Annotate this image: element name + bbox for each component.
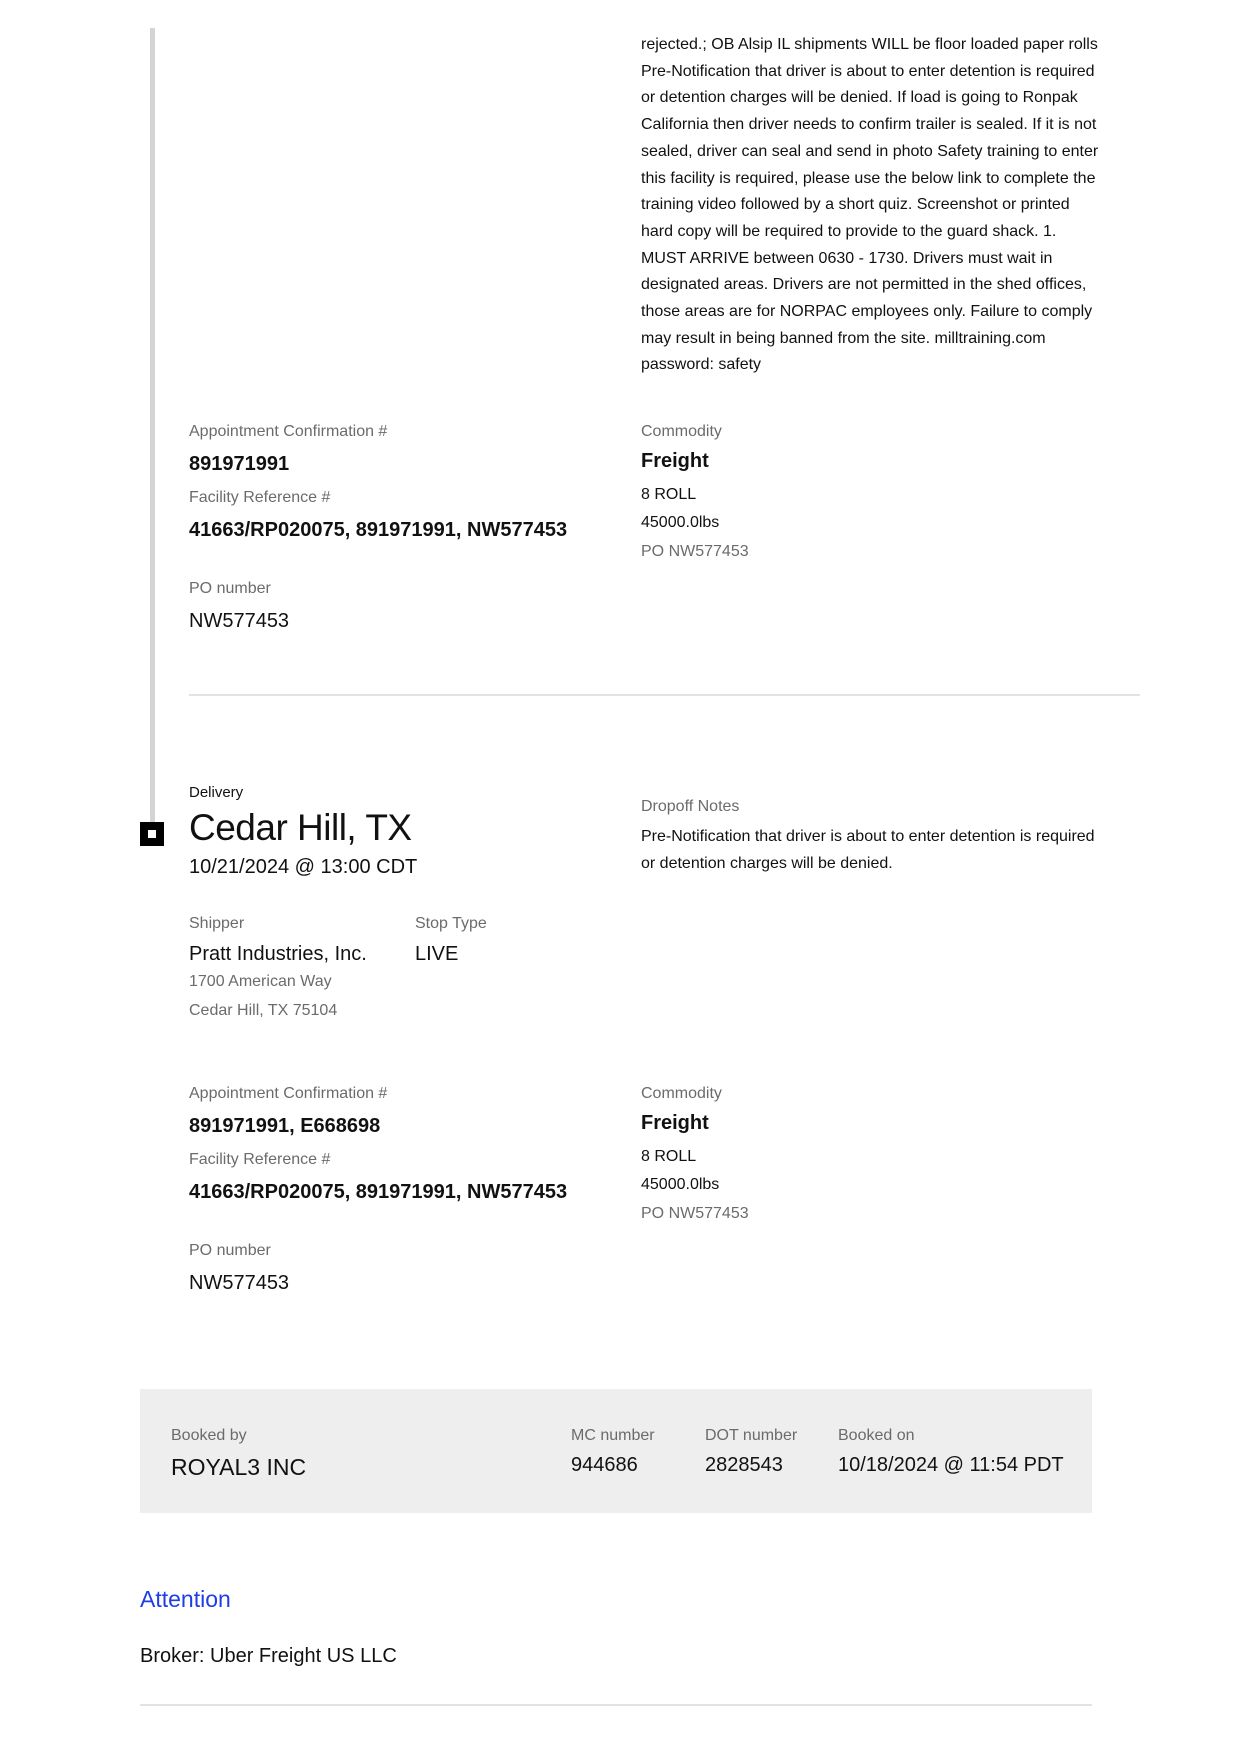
mc-number-label: MC number: [571, 1427, 655, 1444]
pickup-commodity-name: Freight: [641, 450, 709, 472]
booking-summary-panel: [140, 1389, 1092, 1513]
shipper-address-line2: Cedar Hill, TX 75104: [189, 1002, 338, 1019]
pickup-commodity-qty: 8 ROLL: [641, 486, 697, 503]
dropoff-notes-label: Dropoff Notes: [641, 798, 740, 815]
delivery-appt-label: Appointment Confirmation #: [189, 1085, 388, 1102]
pickup-commodity-weight: 45000.0lbs: [641, 514, 720, 531]
delivery-commodity-name: Freight: [641, 1112, 709, 1134]
attention-heading: Attention: [140, 1586, 231, 1612]
pickup-facility-value: 41663/RP020075, 891971991, NW577453: [189, 519, 568, 541]
stop-type-heading: Delivery: [189, 784, 244, 801]
mc-number-value: 944686: [571, 1454, 638, 1476]
delivery-commodity-label: Commodity: [641, 1085, 722, 1102]
booked-by-label: Booked by: [171, 1427, 247, 1444]
delivery-commodity-qty: 8 ROLL: [641, 1148, 697, 1165]
shipper-label: Shipper: [189, 915, 245, 932]
pickup-commodity-label: Commodity: [641, 423, 722, 440]
dropoff-notes-text: Pre-Notification that driver is about to enter detention is required or detention charges will be denied.: [641, 828, 1095, 872]
stop-timeline-line: [150, 28, 155, 823]
delivery-commodity-po: PO NW577453: [641, 1205, 749, 1222]
pickup-facility-label: Facility Reference #: [189, 489, 331, 506]
pickup-notes-text: rejected.; OB Alsip IL shipments WILL be floor loaded paper rolls Pre-Notification that driver is about to enter detention is required or detention charges will be denied. If load is going to Ronpak California then driver needs to confirm trailer is sealed. If it is not sealed, driver can seal and send in photo Safety training to enter this facility is required, please use the below link to complete the training video followed by a short quiz. Screenshot or printed hard copy will be required to provide to the guard shack. 1. MUST ARRIVE between 0630 - 1730. Drivers must wait in designated areas. Drivers are not permitted in the shed offices, those areas are for NORPAC employees only. Failure to comply may result in being banned from the site. milltraining.com password: safety: [641, 36, 1099, 374]
delivery-commodity-weight: 45000.0lbs: [641, 1176, 720, 1193]
broker-line: Broker: Uber Freight US LLC: [140, 1645, 397, 1667]
dot-number-value: 2828543: [705, 1454, 783, 1476]
section-divider: [189, 694, 1140, 696]
booked-on-value: 10/18/2024 @ 11:54 PDT: [838, 1454, 1064, 1476]
delivery-po-value: NW577453: [189, 1272, 290, 1294]
pickup-appt-label: Appointment Confirmation #: [189, 423, 388, 440]
stop-type-value: LIVE: [415, 943, 459, 965]
booked-on-label: Booked on: [838, 1427, 915, 1444]
dot-number-label: DOT number: [705, 1427, 798, 1444]
delivery-datetime: 10/21/2024 @ 13:00 CDT: [189, 856, 418, 878]
shipper-address-line1: 1700 American Way: [189, 973, 332, 990]
pickup-commodity-po: PO NW577453: [641, 543, 749, 560]
shipper-name: Pratt Industries, Inc.: [189, 943, 367, 965]
delivery-facility-value: 41663/RP020075, 891971991, NW577453: [189, 1181, 568, 1203]
pickup-po-value: NW577453: [189, 610, 290, 632]
delivery-appt-value: 891971991, E668698: [189, 1115, 381, 1137]
pickup-appt-value: 891971991: [189, 453, 290, 475]
delivery-stop-marker-icon: [140, 822, 164, 846]
stop-type-label: Stop Type: [415, 915, 487, 932]
delivery-po-label: PO number: [189, 1242, 271, 1259]
delivery-facility-label: Facility Reference #: [189, 1151, 331, 1168]
booked-by-value: ROYAL3 INC: [171, 1454, 307, 1480]
pickup-po-label: PO number: [189, 580, 271, 597]
bottom-divider: [140, 1704, 1092, 1706]
delivery-city: Cedar Hill, TX: [189, 807, 412, 848]
